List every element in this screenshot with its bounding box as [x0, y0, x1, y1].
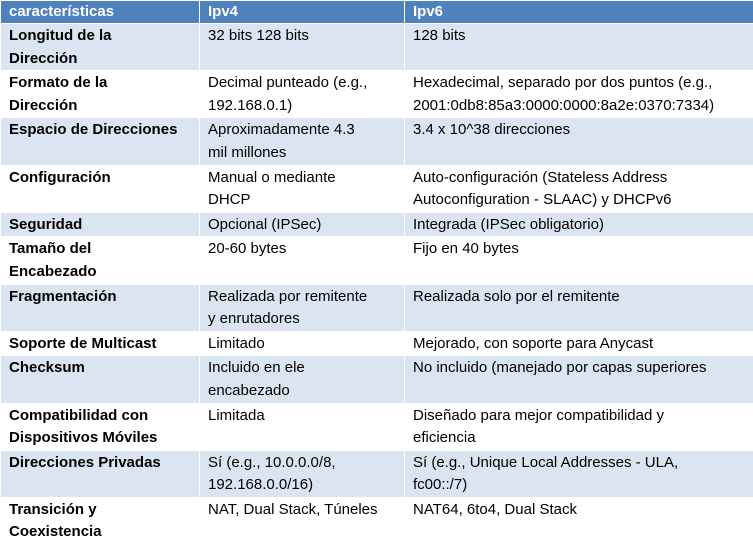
- ipv4-cell-line: 20-60 bytes: [208, 238, 400, 261]
- table-row: [1, 212, 753, 237]
- ipv4-cell-line: Opcional (IPSec): [208, 214, 400, 237]
- ipv6-cell-line: Auto-configuración (Stateless Address: [413, 167, 749, 190]
- ipv4-cell-line: 192.168.0.1): [208, 95, 400, 118]
- ipv4-cell: [200, 71, 405, 118]
- ipv4-cell-line: 192.168.0.0/16): [208, 474, 400, 497]
- feature-cell-line: Formato de la: [9, 72, 195, 95]
- table-row: [1, 118, 753, 165]
- feature-cell-line: Seguridad: [9, 214, 195, 237]
- ipv6-cell-line: No incluido (manejado por capas superiores: [413, 357, 749, 380]
- ipv4-cell-line: y enrutadores: [208, 308, 400, 331]
- table-row: [1, 165, 753, 212]
- ipv4-cell: [200, 497, 405, 544]
- ipv4-cell-line: Decimal punteado (e.g.,: [208, 72, 400, 95]
- header-row: [1, 1, 753, 24]
- header-ipv4: Ipv4: [200, 1, 405, 24]
- header-ipv6: Ipv6: [405, 1, 753, 24]
- table-row: [1, 403, 753, 450]
- ipv4-cell-line: Sí (e.g., 10.0.0.0/8,: [208, 452, 400, 475]
- ipv6-cell-line: Autoconfiguration - SLAAC) y DHCPv6: [413, 189, 749, 212]
- feature-cell-line: Compatibilidad con: [9, 405, 195, 428]
- ipv6-cell-line: fc00::/7): [413, 474, 749, 497]
- feature-cell: [1, 331, 200, 356]
- ipv4-cell-line: Manual o mediante: [208, 167, 400, 190]
- table-row: [1, 71, 753, 118]
- feature-cell: [1, 212, 200, 237]
- feature-cell-line: Longitud de la: [9, 25, 195, 48]
- feature-cell-line: Dirección: [9, 48, 195, 71]
- ipv6-cell-line: 2001:0db8:85a3:0000:0000:8a2e:0370:7334): [413, 95, 749, 118]
- ipv6-cell-line: Fijo en 40 bytes: [413, 238, 749, 261]
- ipv6-cell: [405, 356, 753, 403]
- feature-cell: [1, 165, 200, 212]
- feature-cell: [1, 403, 200, 450]
- feature-cell-line: Dirección: [9, 95, 195, 118]
- ipv4-cell-line: Realizada por remitente: [208, 286, 400, 309]
- feature-cell-line: Fragmentación: [9, 286, 195, 309]
- ipv4-cell-line: Limitada: [208, 405, 400, 428]
- feature-cell-line: Transición y: [9, 499, 195, 522]
- ipv4-cell-line: 32 bits 128 bits: [208, 25, 400, 48]
- ipv6-cell-line: 3.4 x 10^38 direcciones: [413, 119, 749, 142]
- ipv6-cell: [405, 237, 753, 284]
- header-features: características: [1, 1, 200, 24]
- ipv4-cell-line: Incluido en ele: [208, 357, 400, 380]
- ipv6-cell: [405, 331, 753, 356]
- ipv4-cell-line: mil millones: [208, 142, 400, 165]
- ipv6-cell: [405, 450, 753, 497]
- feature-cell-line: Coexistencia: [9, 521, 195, 544]
- table-row: [1, 497, 753, 544]
- feature-cell: [1, 450, 200, 497]
- feature-cell: [1, 237, 200, 284]
- ipv4-cell-line: DHCP: [208, 189, 400, 212]
- ipv4-cell-line: encabezado: [208, 380, 400, 403]
- feature-cell-line: Dispositivos Móviles: [9, 427, 195, 450]
- ipv4-cell: [200, 118, 405, 165]
- ipv6-cell-line: eficiencia: [413, 427, 749, 450]
- ipv6-cell: [405, 71, 753, 118]
- ipv6-cell: [405, 284, 753, 331]
- ipv6-cell: [405, 24, 753, 71]
- ipv6-cell: [405, 212, 753, 237]
- ipv4-cell-line: Limitado: [208, 333, 400, 356]
- ipv6-cell-line: NAT64, 6to4, Dual Stack: [413, 499, 749, 522]
- ipv4-cell: [200, 237, 405, 284]
- feature-cell: [1, 356, 200, 403]
- ipv6-cell-line: 128 bits: [413, 25, 749, 48]
- ipv6-cell-line: Sí (e.g., Unique Local Addresses - ULA,: [413, 452, 749, 475]
- table-row: [1, 450, 753, 497]
- ipv6-cell: [405, 165, 753, 212]
- ipv6-cell: [405, 403, 753, 450]
- feature-cell-line: Direcciones Privadas: [9, 452, 195, 475]
- feature-cell-line: Espacio de Direcciones: [9, 119, 195, 142]
- ipv4-cell-line: NAT, Dual Stack, Túneles: [208, 499, 400, 522]
- ipv6-cell-line: Hexadecimal, separado por dos puntos (e.g.,: [413, 72, 749, 95]
- ipv6-cell: [405, 118, 753, 165]
- ipv4-cell: [200, 24, 405, 71]
- ipv4-cell: [200, 450, 405, 497]
- feature-cell-line: Configuración: [9, 167, 195, 190]
- feature-cell-line: Encabezado: [9, 261, 195, 284]
- table-row: [1, 24, 753, 71]
- table-row: [1, 331, 753, 356]
- feature-cell: [1, 284, 200, 331]
- feature-cell-line: Tamaño del: [9, 238, 195, 261]
- ipv6-cell-line: Integrada (IPSec obligatorio): [413, 214, 749, 237]
- table-body: [1, 24, 753, 545]
- table-row: [1, 237, 753, 284]
- feature-cell: [1, 118, 200, 165]
- table-row: [1, 356, 753, 403]
- ipv6-cell-line: Mejorado, con soporte para Anycast: [413, 333, 749, 356]
- ipv4-cell: [200, 212, 405, 237]
- feature-cell-line: Checksum: [9, 357, 195, 380]
- ipv4-cell: [200, 165, 405, 212]
- ipv4-cell: [200, 331, 405, 356]
- ipv4-cell: [200, 403, 405, 450]
- ipv4-cell-line: Aproximadamente 4.3: [208, 119, 400, 142]
- ipv6-cell-line: Realizada solo por el remitente: [413, 286, 749, 309]
- table-row: [1, 284, 753, 331]
- feature-cell: [1, 24, 200, 71]
- ipv4-cell: [200, 356, 405, 403]
- feature-cell-line: Soporte de Multicast: [9, 333, 195, 356]
- ipv6-cell-line: Diseñado para mejor compatibilidad y: [413, 405, 749, 428]
- feature-cell: [1, 71, 200, 118]
- ipv4-cell: [200, 284, 405, 331]
- ipv6-cell: [405, 497, 753, 544]
- feature-cell: [1, 497, 200, 544]
